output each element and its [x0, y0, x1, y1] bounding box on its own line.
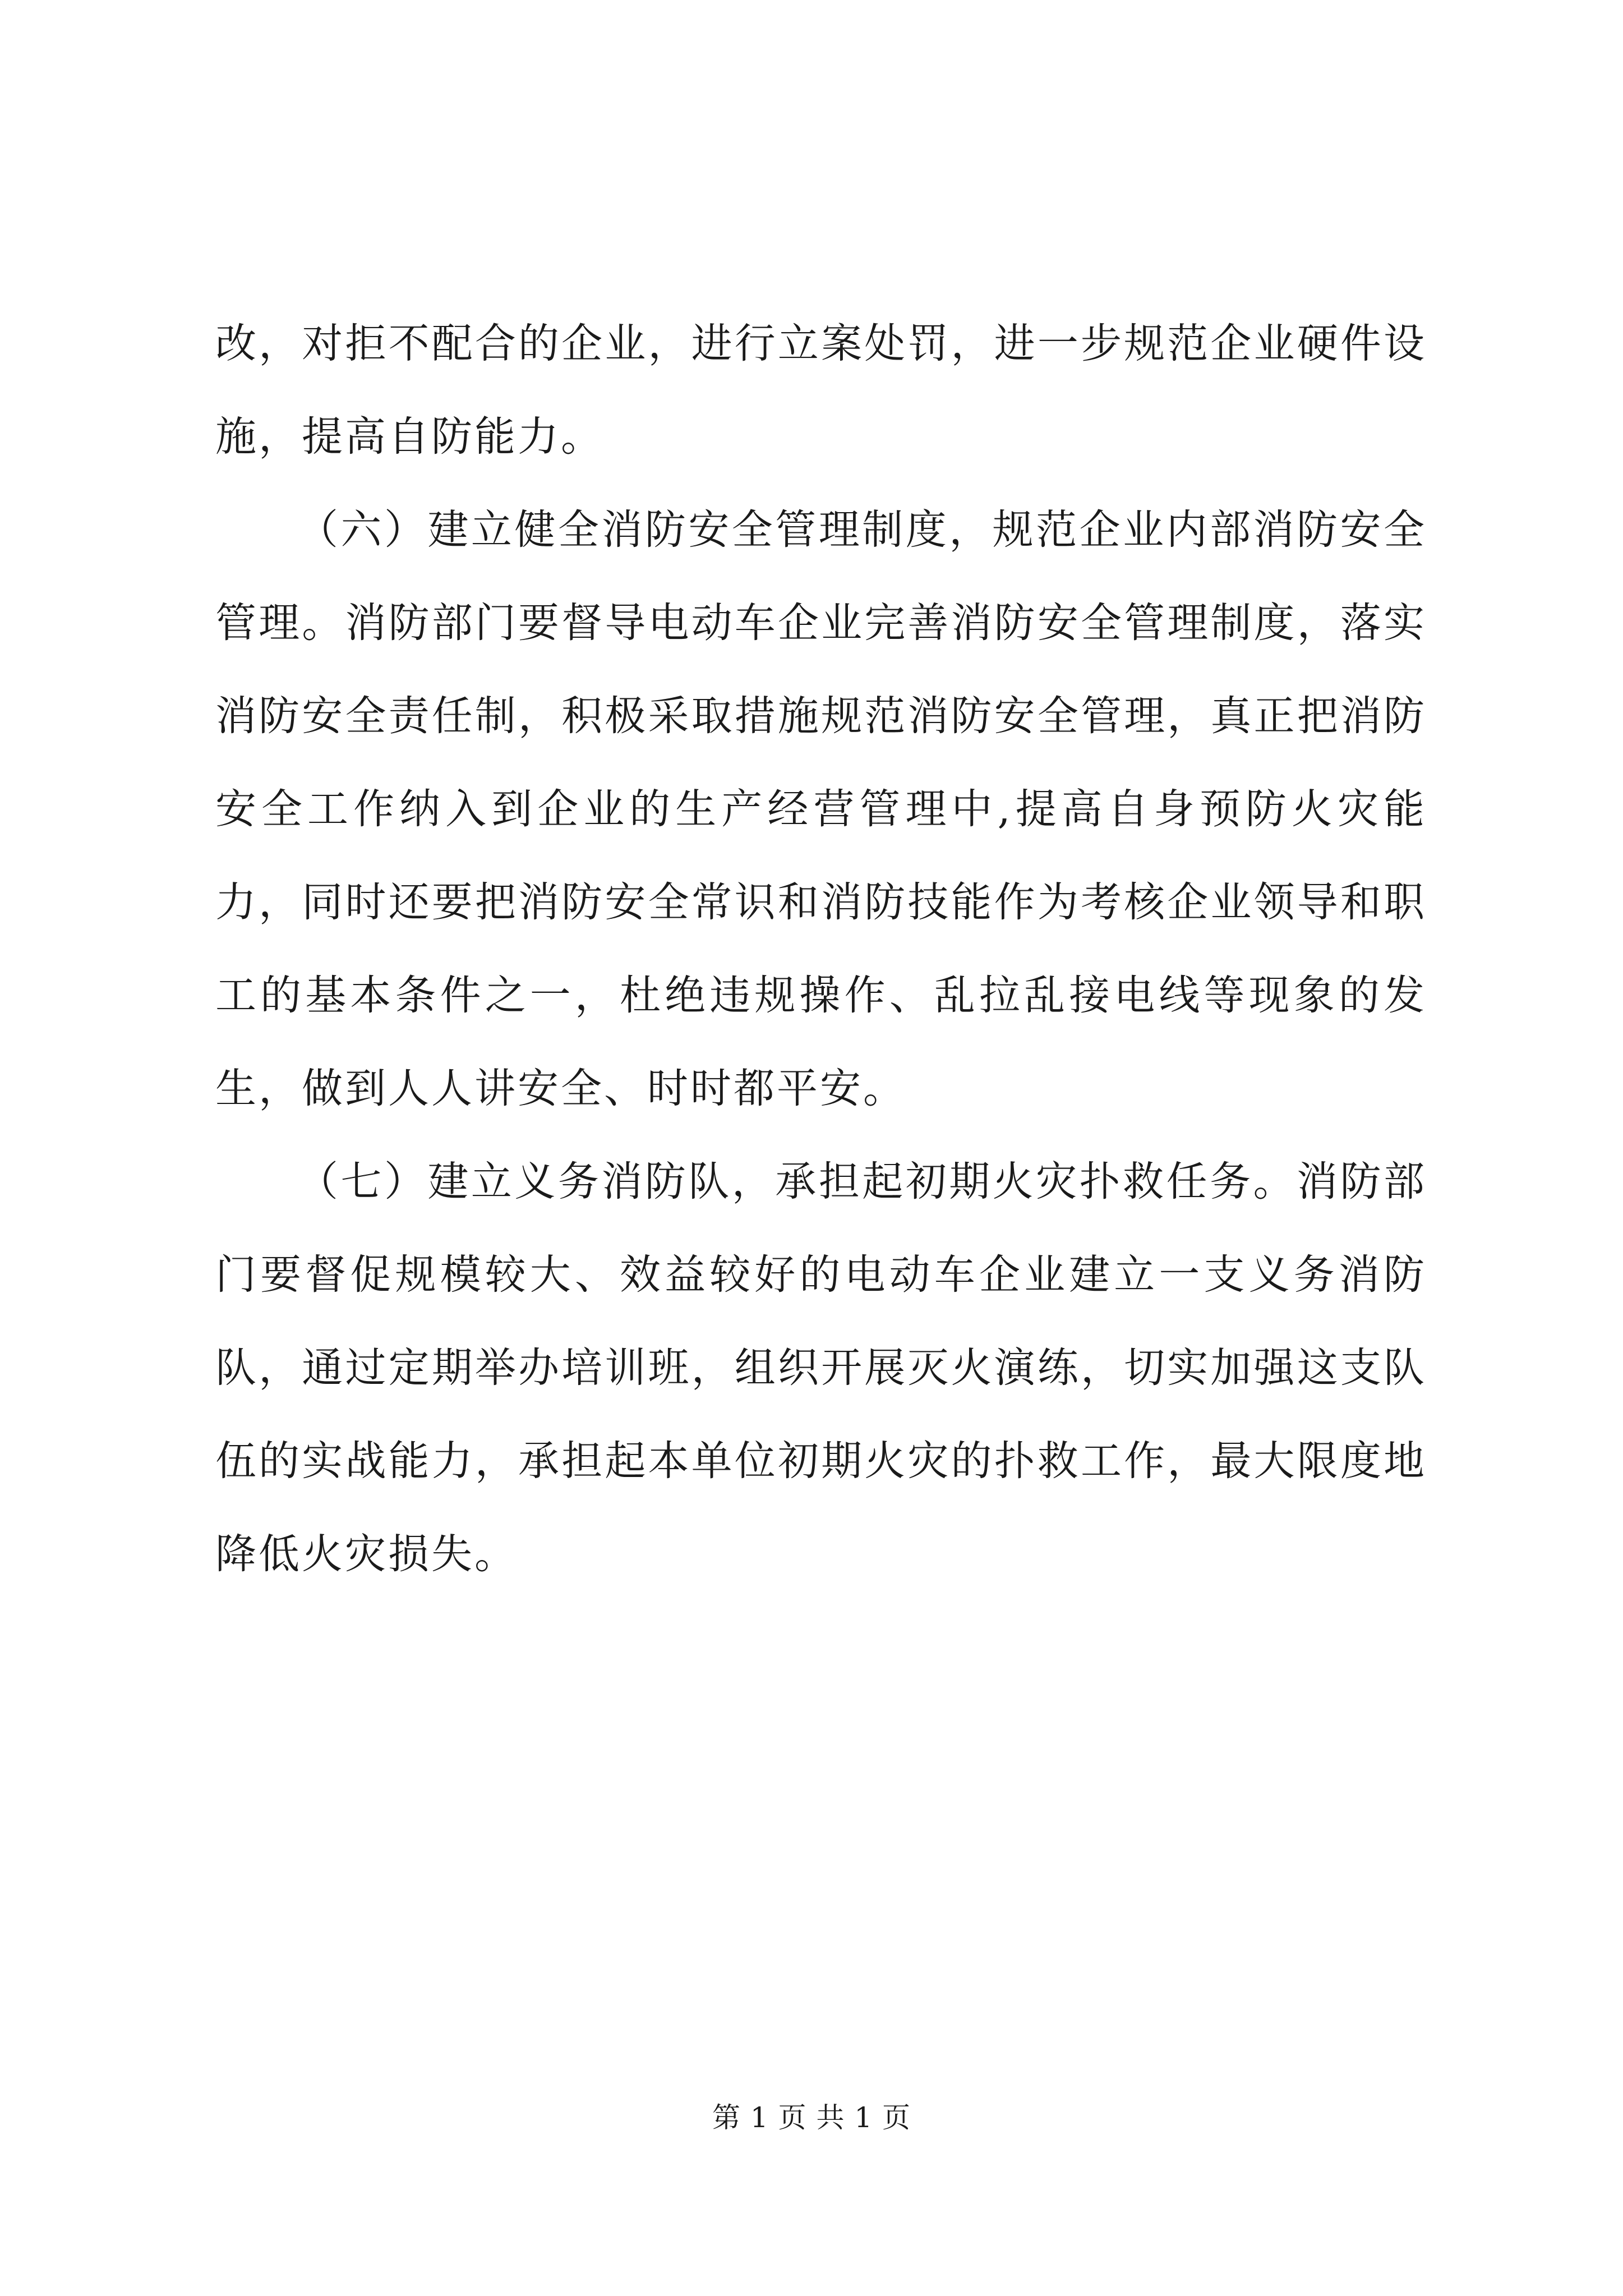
page-footer: 第 1 页 共 1 页 [712, 2101, 911, 2134]
paragraph-seven: （七）建立义务消防队，承担起初期火灾扑救任务。消防部门要督促规模较大、效益较好的电动车企业建立一支义务消防队，通过定期举办培训班，组织开展灭火演练，切实加强这支队伍的实战能力，承担起本单位初期火灾的扑救工作，最大限度地降低火灾损失。 [215, 1158, 1427, 1578]
paragraph-six: （六）建立健全消防安全管理制度，规范企业内部消防安全管理。消防部门要督导电动车企业完善消防安全管理制度，落实消防安全责任制，积极采取措施规范消防安全管理，真正把消防安全工作纳入到企业的生产经营管理中,提高自身预防火灾能力，同时还要把消防安全常识和消防技能作为考核企业领导和职工的基本条件之一，杜绝违规操作、乱拉乱接电线等现象的发生，做到人人讲安全、时时都平安。 [215, 506, 1427, 1112]
document-body [215, 297, 1427, 1601]
paragraph-continuation: 改，对拒不配合的企业，进行立案处罚，进一步规范企业硬件设施，提高自防能力。 [215, 320, 1427, 461]
